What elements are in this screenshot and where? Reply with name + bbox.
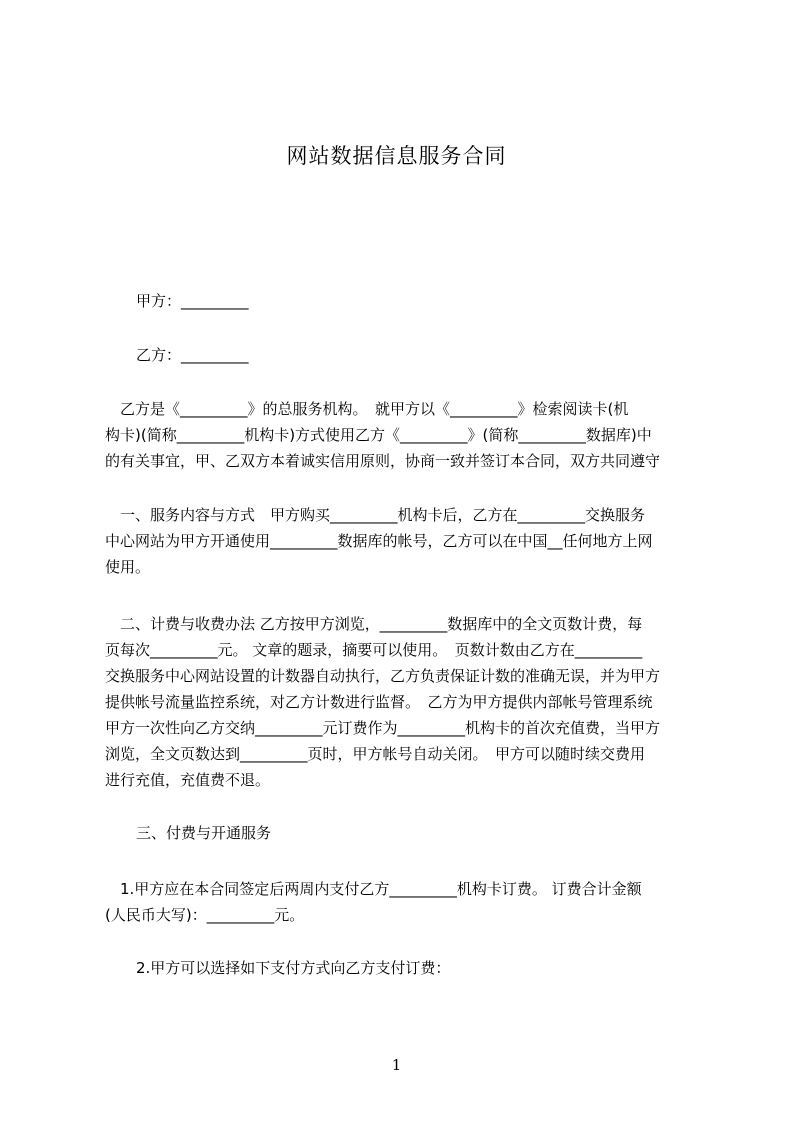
section-2-line: 甲方一次性向乙方交纳_________元订费作为_________机构卡的首次充值费，当甲方 [105,719,661,737]
intro-line: 的有关事宜，甲、乙双方本着诚实信用原则，协商一致并签订本合同，双方共同遵守 [105,452,661,470]
document-title: 网站数据信息服务合同 [286,144,507,168]
clause-1-paragraph [105,876,700,928]
clause-1-line: (人民币大写)：_________元。 [105,906,305,924]
section-2-line: 交换服务中心网站设置的计数器自动执行，乙方负责保证计数的准确无误，并为甲方 [105,667,661,685]
section-1-line: 中心网站为甲方开通使用_________数据库的帐号，乙方可以在中国__任何地方上网 [105,532,653,550]
intro-paragraph [105,396,700,474]
section-2-line: 浏览，全文页数达到_________页时，甲方帐号自动关闭。 甲方可以随时续交费用 [105,745,646,763]
party-b-line: 乙方：_________ [136,346,249,364]
intro-line: 构卡)(简称_________机构卡)方式使用乙方《_________》(简称_________数据库)中 [105,426,652,444]
section-2-line: 提供帐号流量监控系统，对乙方计数进行监督。 乙方为甲方提供内部帐号管理系统 [105,693,653,711]
section-1-line: 使用。 [105,558,151,576]
clause-1-line: 1.甲方应在本合同签定后两周内支付乙方_________机构卡订费。 订费合计金额 [105,880,642,898]
intro-line: 乙方是《_________》的总服务机构。 就甲方以《_________》检索阅读卡(机 [105,400,629,418]
section-2-line: 页每次_________元。 文章的题录，摘要可以使用。 页数计数由乙方在_________ [105,641,643,659]
section-3-heading: 三、付费与开通服务 [136,824,272,842]
party-a-line: 甲方：_________ [136,292,249,310]
section-1-line: 一、服务内容与方式 甲方购买_________机构卡后，乙方在_________交换服务 [105,506,646,524]
section-2-line: 进行充值，充值费不退。 [105,771,271,789]
section-2-line: 二、计费与收费办法 乙方按甲方浏览，_________数据库中的全文页数计费，每 [105,615,643,633]
clause-2-line: 2.甲方可以选择如下支付方式向乙方支付订费： [136,959,451,977]
page-number: 1 [391,1056,402,1074]
section-2-paragraph [105,611,700,793]
section-1-paragraph [105,502,700,580]
